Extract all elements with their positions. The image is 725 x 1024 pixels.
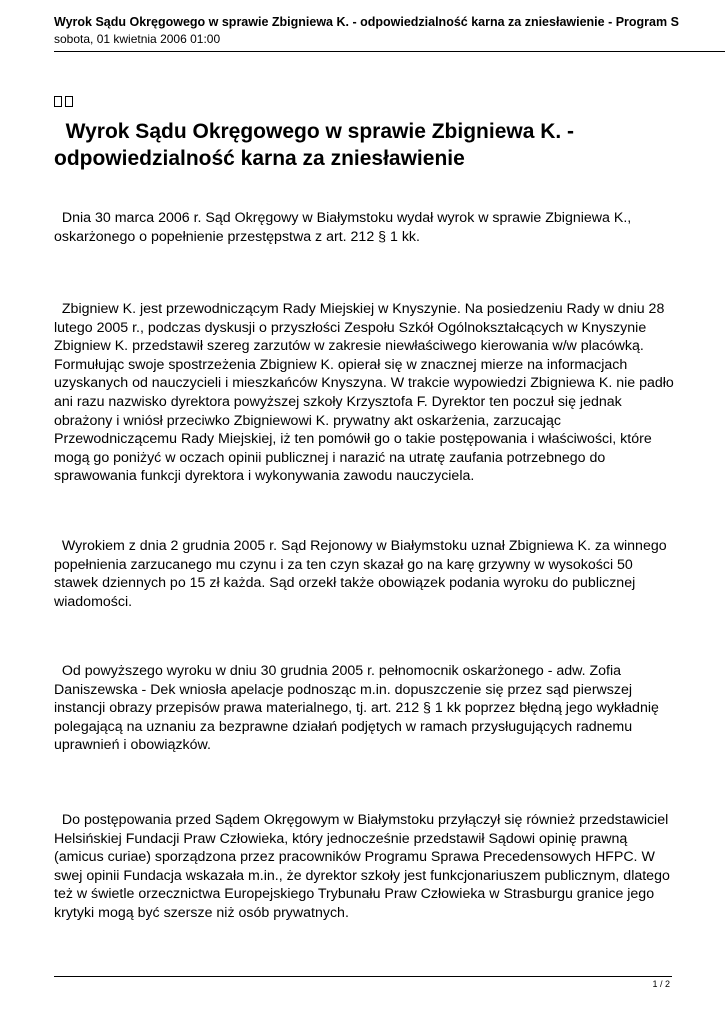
article-paragraph: Wyrokiem z dnia 2 grudnia 2005 r. Sąd Rejonowy w Białymstoku uznał Zbigniewa K. za winnego popełnienia zarzucanego mu czynu i za ten czyn skazał go na karę grzywny w wysokości 50 stawek dziennych po 15 zł każda. Sąd orzekł także obowiązek podania wyroku do publicznej wiadomości. bbox=[54, 538, 671, 610]
article-paragraph: Zbigniew K. jest przewodniczącym Rady Miejskiej w Knyszynie. Na posiedzeniu Rady w dniu 28 lutego 2005 r., podczas dyskusji o przyszłości Zespołu Szkół Ogólnokształcących w Knyszynie Zbigniew K. przedstawił szereg zarzutów w zakresie niewłaściwego kierowania w/w placówką. Formułując swoje spostrzeżenia Zbigniew K. opierał się w znacznej mierze na informacjach uzyskanych od nauczycieli i mieszkańców Knyszyna. W trakcie wypowiedzi Zbigniewa K. nie padło ani razu nazwisko dyrektora powyższej szkoły Krzysztofa F. Dyrektor ten poczuł się jednak obrażony i wniósł przeciwko Zbigniewowi K. prywatny akt oskarżenia, zarzucając Przewodniczącemu Rady Miejskiej, iż ten pomówił go o takie postępowania i właściwości, które mogą go poniżyć w oczach opinii publicznej i narazić na utratę zaufania potrzebnego do sprawowania funkcji dyrektora i wykonywania zawodu nauczyciela. bbox=[54, 301, 678, 485]
article-paragraph: Dnia 30 marca 2006 r. Sąd Okręgowy w Białymstoku wydał wyrok w sprawie Zbigniewa K., oskarżonego o popełnienie przestępstwa z art. 212 § 1 kk. bbox=[54, 210, 636, 245]
footer-divider bbox=[54, 976, 672, 977]
document-header bbox=[54, 14, 725, 47]
header-title: Wyrok Sądu Okręgowego w sprawie Zbigniewa K. - odpowiedzialność karna za zniesławienie - Program S bbox=[54, 15, 679, 29]
header-date: sobota, 01 kwietnia 2006 01:00 bbox=[54, 32, 221, 46]
header-divider bbox=[54, 51, 725, 52]
article-paragraph: Od powyższego wyroku w dniu 30 grudnia 2005 r. pełnomocnik oskarżonego - adw. Zofia Daniszewska - Dek wniosła apelacje podnosząc m.in. dopuszczenie się przez sąd pierwszej instancji obrazy przepisów prawa materialnego, tj. art. 212 § 1 kk poprzez błędną jego wykładnię polegającą na uznaniu za bezprawne działań podjętych w ramach przysługujących radnemu uprawnień i obowiązków. bbox=[54, 663, 663, 754]
article-paragraph: Do postępowania przed Sądem Okręgowym w Białymstoku przyłączył się również przedstawiciel Helsińskiej Fundacji Praw Człowieka, który jednocześnie przedstawił Sądowi opinię prawną (amicus curiae) sporządzona przez pracowników Programu Sprawa Precedensowych HFPC. W swej opinii Fundacja wskazała m.in., że dyrektor szkoły jest funkcjonariuszem publicznym, dlatego też w świetle orzecznictwa Europejskiego Trybunału Praw Człowieka w Strasburgu granice jego krytyki mogą być szersze niż osób prywatnych. bbox=[54, 812, 674, 921]
missing-glyph-icon bbox=[54, 96, 62, 107]
article-title: Wyrok Sądu Okręgowego w sprawie Zbigniewa K. - odpowiedzialność karna za zniesławienie bbox=[54, 120, 580, 170]
page-number: 1 / 2 bbox=[652, 979, 670, 989]
missing-glyph-icon bbox=[65, 96, 73, 107]
missing-glyph-icons bbox=[54, 94, 76, 110]
